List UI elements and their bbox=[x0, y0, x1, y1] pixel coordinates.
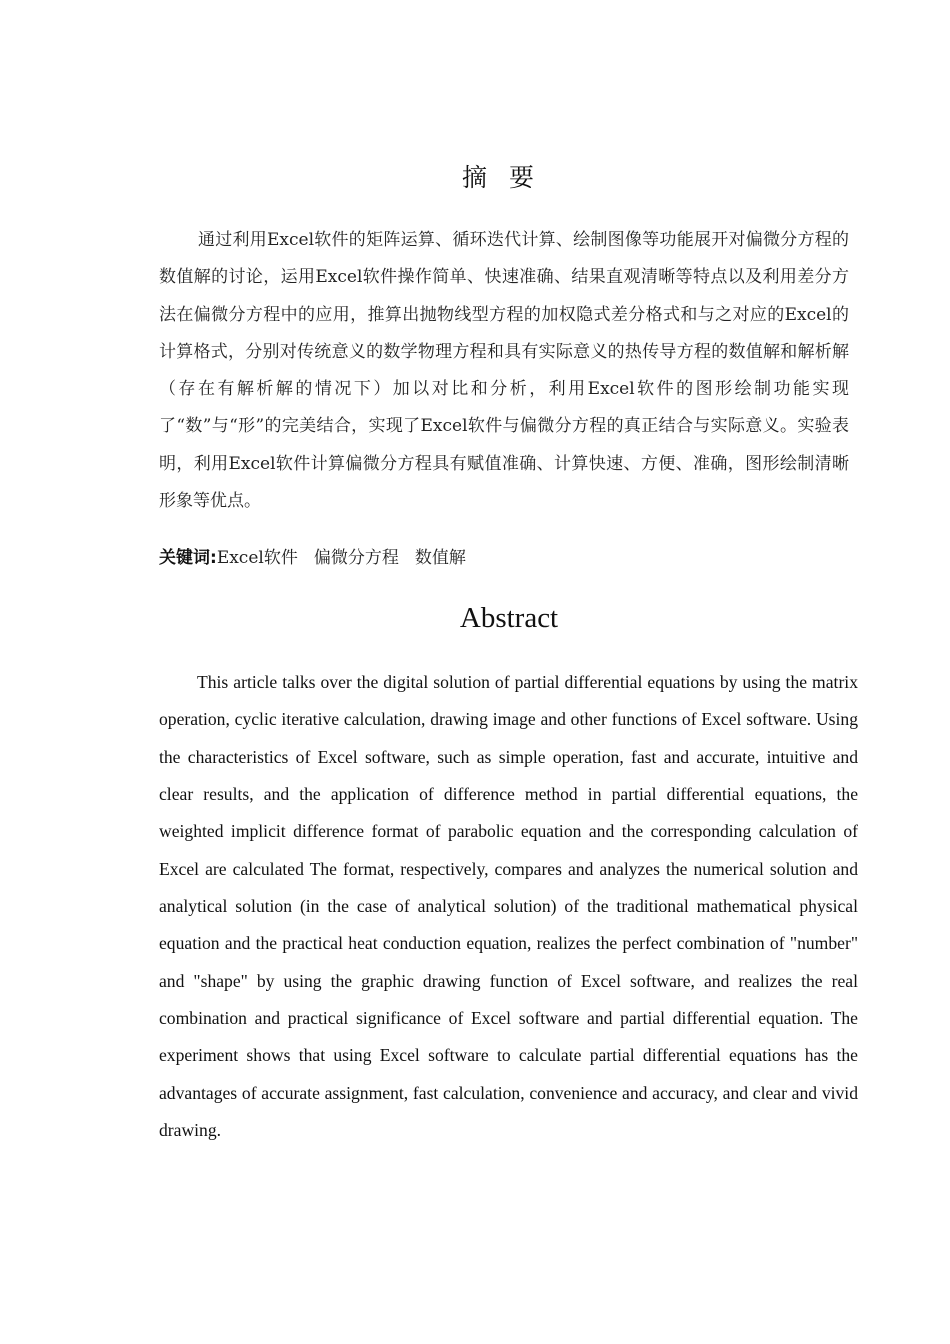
english-abstract-body: This article talks over the digital solution of partial differential equations by using the matrix operation, cyclic iterative calculation, drawing image and other functions of Excel software. Using the characteristics of Excel software, such as simple operation, fast and accurate, intuitive and clear results, and the application of difference method in partial differential equations, the weighted implicit difference format of parabolic equation and the corresponding calculation of Excel are calculated The format, respectively, compares and analyzes the numerical solution and analytical solution (in the case of analytical solution) of the traditional mathematical physical equation and the practical heat conduction equation, realizes the perfect combination of "number" and "shape" by using the graphic drawing function of Excel software, and realizes the real combination and practical significance of Excel software and partial differential equation. The experiment shows that using Excel software to calculate partial differential equations has the advantages of accurate assignment, fast calculation, convenience and accuracy, and clear and vivid drawing. bbox=[159, 672, 858, 1141]
keyword-item: 数值解 bbox=[414, 548, 466, 568]
english-abstract-title: Abstract bbox=[459, 602, 559, 634]
chinese-abstract-title: 摘要 bbox=[461, 163, 556, 192]
keyword-item: Excel软件 bbox=[216, 548, 298, 568]
keywords-line bbox=[159, 543, 849, 573]
chinese-abstract-body: 通过利用Excel软件的矩阵运算、循环迭代计算、绘制图像等功能展开对偏微分方程的数值解的讨论，运用Excel软件操作简单、快速准确、结果直观清晰等特点以及利用差分方法在偏微分方程中的应用，推算出抛物线型方程的加权隐式差分格式和与之对应的Excel的计算格式，分别对传统意义的数学物理方程和具有实际意义的热传导方程的数值解和解析解（存在有解析解的情况下）加以对比和分析，利用Excel软件的图形绘制功能实现了“数”与“形”的完美结合，实现了Excel软件与偏微分方程的真正结合与实际意义。实验表明，利用Excel软件计算偏微分方程具有赋值准确、计算快速、方便、准确，图形绘制清晰形象等优点。 bbox=[159, 230, 849, 512]
keyword-item: 偏微分方程 bbox=[313, 548, 399, 568]
keywords-label: 关键词: bbox=[159, 548, 217, 568]
